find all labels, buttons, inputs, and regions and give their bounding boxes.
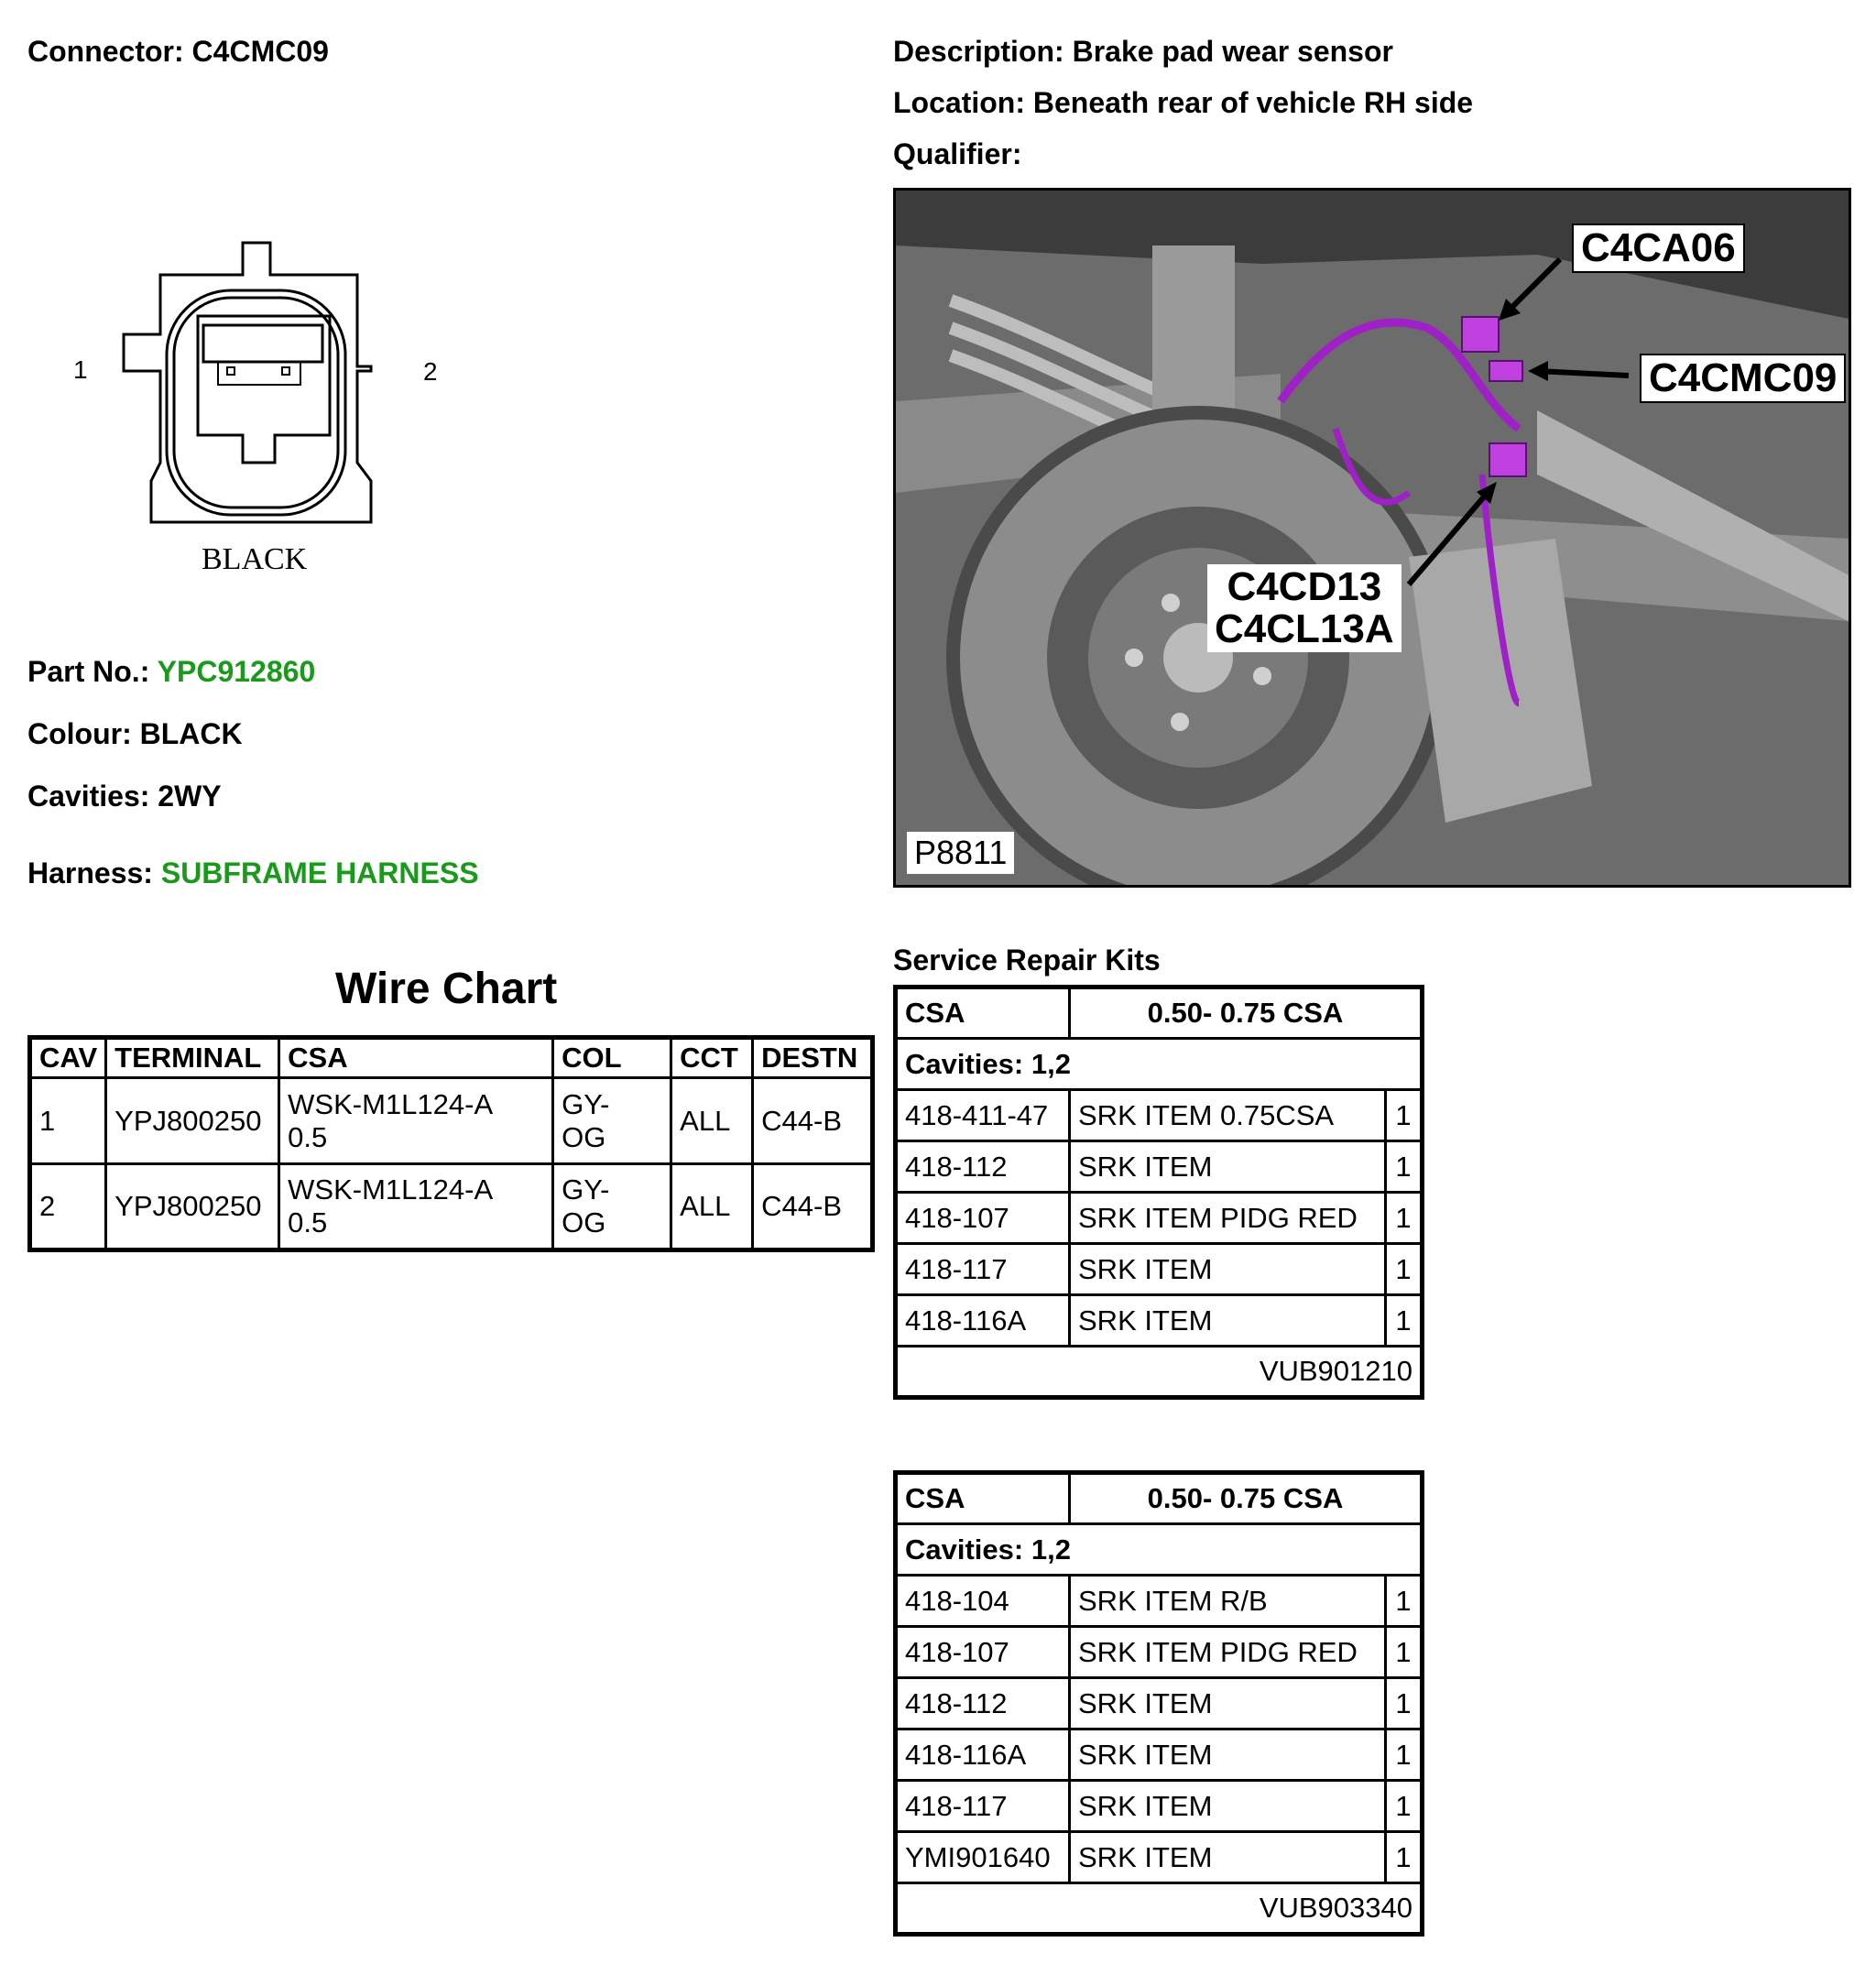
col-part-2: OG	[562, 1120, 606, 1153]
col-header-csa: CSA	[279, 1038, 553, 1078]
list-item	[896, 1678, 1423, 1729]
cavities-label: Cavities:	[27, 780, 150, 813]
location-field	[893, 86, 1473, 119]
list-item	[896, 1832, 1423, 1883]
kit-cavities: Cavities: 1,2	[896, 1524, 1423, 1576]
col-header-cav: CAV	[30, 1038, 106, 1078]
callout-c4cmc09: C4CMC09	[1640, 354, 1846, 403]
kit-item-qty: 1	[1386, 1141, 1423, 1193]
kit-part-number: 418-116A	[896, 1295, 1070, 1347]
kit-cavities-row	[896, 1039, 1423, 1090]
kit-cavities: Cavities: 1,2	[896, 1039, 1423, 1090]
list-item	[896, 1244, 1423, 1295]
colour-label: Colour:	[27, 717, 132, 750]
col-header-terminal: TERMINAL	[106, 1038, 279, 1078]
kit-item-desc: SRK ITEM R/B	[1070, 1576, 1386, 1627]
kit-item-desc: SRK ITEM PIDG RED	[1070, 1193, 1386, 1244]
kit-csa-label: CSA	[896, 987, 1070, 1039]
callout-c4cl13a: C4CL13A	[1215, 606, 1394, 651]
connector-label: Connector:	[27, 35, 184, 68]
kit-part-number: 418-112	[896, 1678, 1070, 1729]
location-value: Beneath rear of vehicle RH side	[1032, 86, 1474, 119]
csa-spec: WSK-M1L124-A	[288, 1087, 494, 1120]
wire-chart-title: Wire Chart	[335, 965, 558, 1013]
connector-face-diagram	[64, 234, 485, 600]
col-part-1: GY-	[562, 1087, 610, 1120]
kit-item-qty: 1	[1386, 1576, 1423, 1627]
csa-cell	[279, 1078, 553, 1164]
destn-cell: C44-B	[753, 1078, 873, 1164]
kit-part-number: YMI901640	[896, 1832, 1070, 1883]
kit-item-qty: 1	[1386, 1244, 1423, 1295]
kit-number: VUB901210	[896, 1347, 1423, 1398]
kit-item-desc: SRK ITEM	[1070, 1141, 1386, 1193]
kit-item-desc: SRK ITEM	[1070, 1832, 1386, 1883]
part-no-label: Part No.:	[27, 655, 150, 688]
kit-item-qty: 1	[1386, 1729, 1423, 1781]
kit-part-number: 418-112	[896, 1141, 1070, 1193]
kit-item-qty: 1	[1386, 1781, 1423, 1832]
description-field	[893, 35, 1393, 68]
colour-field	[27, 717, 243, 750]
list-item	[896, 1090, 1423, 1141]
col-part-1: GY-	[562, 1173, 610, 1206]
col-header-col: COL	[553, 1038, 671, 1078]
kit-item-qty: 1	[1386, 1295, 1423, 1347]
pin-1-label: 1	[73, 355, 88, 384]
csa-size: 0.5	[288, 1120, 328, 1153]
kit-item-qty: 1	[1386, 1678, 1423, 1729]
kit-item-desc: SRK ITEM	[1070, 1678, 1386, 1729]
wire-chart-table	[27, 1035, 875, 1252]
col-cell	[553, 1078, 671, 1164]
kit-item-desc: SRK ITEM	[1070, 1729, 1386, 1781]
kit-part-number: 418-116A	[896, 1729, 1070, 1781]
list-item	[896, 1141, 1423, 1193]
kit-number: VUB903340	[896, 1883, 1423, 1935]
diagram-colour-caption: BLACK	[202, 542, 308, 576]
kit-cavities-row	[896, 1524, 1423, 1576]
kit-part-number: 418-107	[896, 1193, 1070, 1244]
description-value: Brake pad wear sensor	[1072, 35, 1393, 68]
kit-item-desc: SRK ITEM	[1070, 1295, 1386, 1347]
qualifier-label: Qualifier:	[893, 137, 1022, 170]
colour-value: BLACK	[139, 717, 243, 750]
destn-cell: C44-B	[753, 1164, 873, 1250]
csa-spec: WSK-M1L124-A	[288, 1173, 494, 1206]
part-no-link[interactable]: YPC912860	[157, 655, 316, 688]
kit-item-desc: SRK ITEM PIDG RED	[1070, 1627, 1386, 1678]
kit-part-number: 418-104	[896, 1576, 1070, 1627]
terminal-cell: YPJ800250	[106, 1164, 279, 1250]
kit-item-desc: SRK ITEM 0.75CSA	[1070, 1090, 1386, 1141]
callout-c4ca06: C4CA06	[1572, 224, 1745, 273]
csa-cell	[279, 1164, 553, 1250]
list-item	[896, 1781, 1423, 1832]
qualifier-field	[893, 137, 1021, 170]
col-cell	[553, 1164, 671, 1250]
cavities-value: 2WY	[158, 780, 222, 813]
location-photo	[893, 188, 1851, 888]
kit-item-desc: SRK ITEM	[1070, 1244, 1386, 1295]
kit-number-row	[896, 1347, 1423, 1398]
terminal-cell: YPJ800250	[106, 1078, 279, 1164]
cct-cell: ALL	[671, 1164, 753, 1250]
kit-csa-value: 0.50- 0.75 CSA	[1070, 987, 1423, 1039]
kit-item-qty: 1	[1386, 1832, 1423, 1883]
photo-ref-number: P8811	[907, 832, 1014, 874]
kit-csa-row	[896, 1473, 1423, 1524]
kit-part-number: 418-117	[896, 1781, 1070, 1832]
list-item	[896, 1627, 1423, 1678]
harness-label: Harness:	[27, 857, 153, 889]
col-header-destn: DESTN	[753, 1038, 873, 1078]
csa-size: 0.5	[288, 1206, 328, 1238]
kit-part-number: 418-117	[896, 1244, 1070, 1295]
harness-field	[27, 857, 479, 889]
callout-c4cd13-group	[1207, 564, 1402, 652]
cavities-field	[27, 780, 222, 813]
kit-csa-row	[896, 987, 1423, 1039]
col-header-cct: CCT	[671, 1038, 753, 1078]
repair-kit-table-1	[893, 985, 1424, 1400]
kit-number-row	[896, 1883, 1423, 1935]
table-row	[30, 1078, 873, 1164]
list-item	[896, 1576, 1423, 1627]
list-item	[896, 1193, 1423, 1244]
part-no-field	[27, 655, 315, 688]
kit-item-qty: 1	[1386, 1193, 1423, 1244]
connector-value: C4CMC09	[191, 35, 329, 68]
cct-cell: ALL	[671, 1078, 753, 1164]
cav-cell: 2	[30, 1164, 106, 1250]
repair-kit-table-2	[893, 1470, 1424, 1937]
wire-chart-header-row	[30, 1038, 873, 1078]
list-item	[896, 1729, 1423, 1781]
kit-csa-value: 0.50- 0.75 CSA	[1070, 1473, 1423, 1524]
description-label: Description:	[893, 35, 1064, 68]
location-label: Location:	[893, 86, 1025, 119]
kit-item-qty: 1	[1386, 1090, 1423, 1141]
table-row	[30, 1164, 873, 1250]
harness-link[interactable]: SUBFRAME HARNESS	[160, 857, 479, 889]
cav-cell: 1	[30, 1078, 106, 1164]
service-repair-kits-title: Service Repair Kits	[893, 944, 1161, 977]
kit-part-number: 418-107	[896, 1627, 1070, 1678]
kit-part-number: 418-411-47	[896, 1090, 1070, 1141]
kit-item-qty: 1	[1386, 1627, 1423, 1678]
pin-2-label: 2	[423, 357, 438, 386]
kit-item-desc: SRK ITEM	[1070, 1781, 1386, 1832]
callout-c4cd13: C4CD13	[1227, 564, 1382, 609]
connector-field	[27, 35, 329, 68]
list-item	[896, 1295, 1423, 1347]
kit-csa-label: CSA	[896, 1473, 1070, 1524]
photo-illustration	[896, 191, 1849, 885]
col-part-2: OG	[562, 1206, 606, 1238]
